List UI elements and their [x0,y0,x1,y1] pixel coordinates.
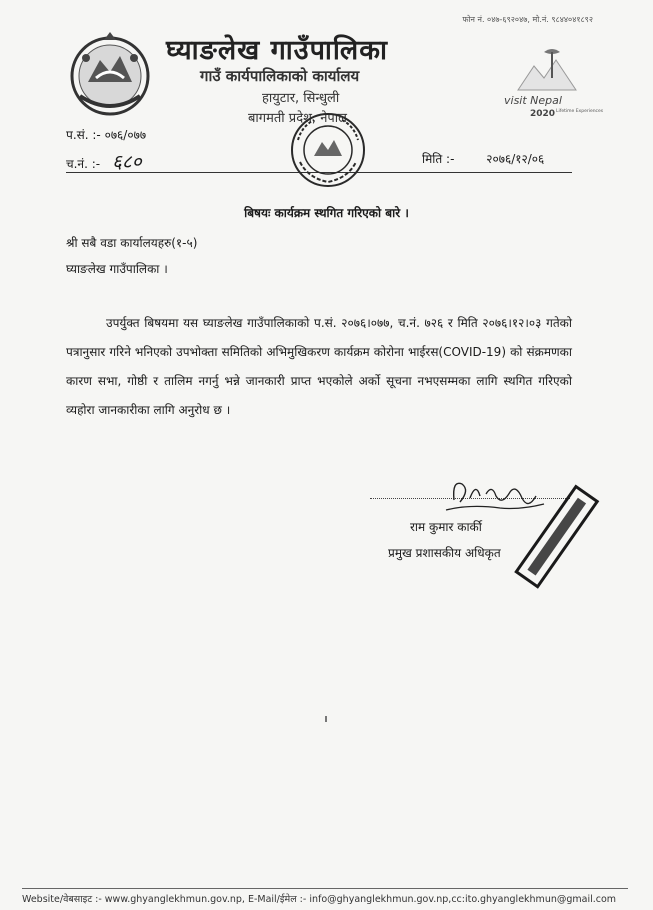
footer-contact: Website/वेबसाइट :- www.ghyanglekhmun.gov.np, E-Mail/ईमेल :- info@ghyanglekhmun.gov.np,cc:ito.ghyanglekhmun@gmail.com [22,894,617,905]
visit-nepal-logo [500,46,604,122]
address-line-1: हायुटार, सिन्धुली [262,91,340,106]
reference-cn [66,148,142,174]
footer-divider [22,888,628,889]
phone-number: फोन नं. ०४७-६९२०४७, मो.नं. ९८४४०४१८९२ [462,15,593,24]
cn-label: च.नं. :- [66,157,101,171]
signatory-name: राम कुमार कार्की [410,520,482,534]
ps-label: प.सं. :- [66,128,101,142]
designation-rubber-stamp [512,480,602,596]
page-mark [325,716,327,722]
date-value: २०७६/१२/०६ [486,152,545,166]
address-line-2: बागमती प्रदेश, नेपाल [248,111,347,126]
visit-nepal-year: 2020 [530,109,556,119]
office-seal-stamp [288,110,368,190]
office-subtitle: गाउँ कार्यपालिकाको कार्यालय [200,67,360,85]
nepal-emblem-icon [66,30,154,118]
letter-date [422,150,544,167]
recipient-line-1: श्री सबै वडा कार्यालयहरु(१-५) [66,236,198,250]
letter-subject: बिषयः कार्यक्रम स्थगित गरिएको बारे । [244,206,409,220]
signatory-title: प्रमुख प्रशासकीय अधिकृत [388,546,501,560]
visit-nepal-tagline: Lifetime Experiences [556,109,604,114]
cn-value: ६८० [111,151,142,173]
recipient-line-2: घ्याङलेख गाउँपालिका । [66,262,168,276]
reference-ps [66,126,146,143]
date-label: मिति :- [422,152,455,166]
visit-nepal-text: visit Nepal [504,94,562,107]
municipality-title: घ्याङलेख गाउँपालिका [166,35,388,66]
letter-body: उपर्युक्त बिषयमा यस घ्याङलेख गाउँपालिकाको प.सं. २०७६।०७७, च.नं. ७२६ र मिति २०७६।१२।०३ गतेको पत्रानुसार गरिने भनिएको उपभोक्ता समितिको अभिमुखिकरण कार्यक्रम कोरोना भाईरस(COVID-19) को संक्रमणका कारण सभा, गोष्ठी र तालिम नगर्नु भन्ने जानकारी प्राप्त भएकोले अर्को सूचना नभएसम्मका लागि स्थगित गरिएको व्यहोरा जानकारीका लागि अनुरोध छ । [66,316,572,417]
ps-value: ०७६/०७७ [104,128,147,142]
